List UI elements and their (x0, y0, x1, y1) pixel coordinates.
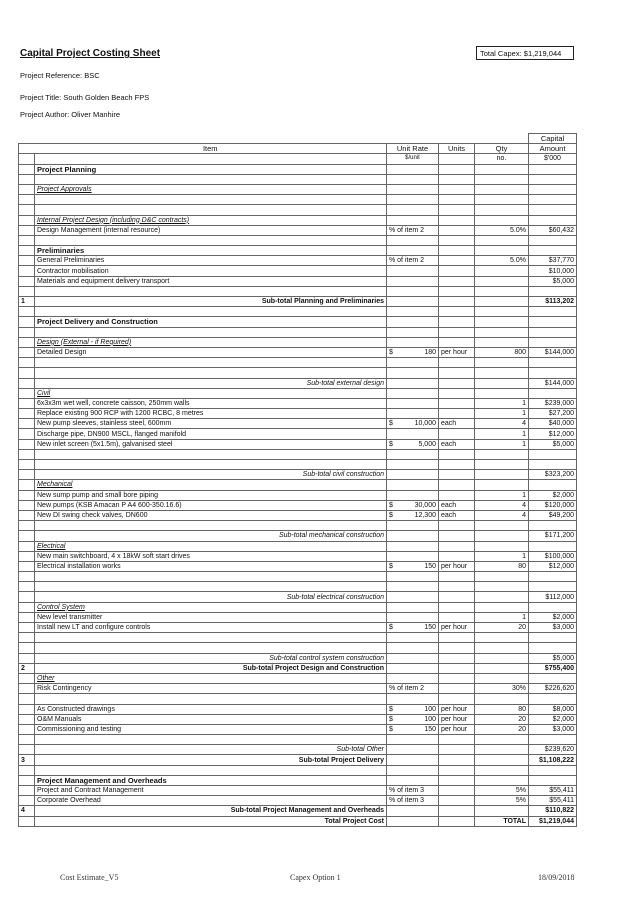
qty-header: Qty (475, 144, 529, 154)
section-row (19, 775, 577, 785)
subheading-title: Control System (35, 602, 387, 612)
line-item-amount: $40,000 (529, 419, 577, 429)
blank-row (19, 327, 577, 337)
costing-table (18, 133, 577, 827)
section-title: Preliminaries (35, 246, 387, 256)
blank-row (19, 572, 577, 582)
line-item-qty: 20 (475, 623, 529, 633)
line-item-amount: $3,000 (529, 623, 577, 633)
line-item-rate (387, 266, 439, 276)
rate-value: 100 (424, 705, 436, 713)
line-item-units (439, 490, 475, 500)
line-item-qty: 4 (475, 419, 529, 429)
footer-file-name: Cost Estimate_V5 (60, 873, 119, 882)
line-item-rate: % of item 2 (387, 684, 439, 694)
category-subtotal-amount: $112,000 (529, 592, 577, 602)
line-item-rate (387, 704, 439, 714)
project-reference: Project Reference: BSC (20, 71, 100, 80)
line-item-rate (387, 551, 439, 561)
section-row (19, 164, 577, 174)
line-item-amount: $8,000 (529, 704, 577, 714)
line-item-units (439, 256, 475, 266)
subheading-title: Design (External - if Required) (35, 337, 387, 347)
rate-currency: $ (389, 501, 393, 509)
blank-row (19, 368, 577, 378)
line-item-rate (387, 398, 439, 408)
line-item-description: Electrical installation works (35, 561, 387, 571)
blank-row (19, 174, 577, 184)
line-item-qty: 800 (475, 347, 529, 357)
category-subtotal-label: Sub-total civil construction (35, 470, 387, 480)
line-item-rate (387, 724, 439, 734)
subheading-title: Mechanical (35, 480, 387, 490)
section-row (19, 317, 577, 327)
category-subtotal-label: Sub-total mechanical construction (35, 531, 387, 541)
total-row (19, 816, 577, 826)
subtotal-number: 3 (19, 755, 35, 765)
line-item-rate (387, 429, 439, 439)
line-item-units (439, 276, 475, 286)
line-item-description: Project and Contract Management (35, 786, 387, 796)
subtotal-label: Sub-total Project Design and Construction (35, 663, 387, 673)
section-title: Project Planning (35, 164, 387, 174)
category-subtotal-label: Sub-total electrical construction (35, 592, 387, 602)
total-amount: $1,219,044 (529, 816, 577, 826)
category-subtotal-label: Sub-total Other (35, 745, 387, 755)
line-item-qty: 1 (475, 490, 529, 500)
category-subtotal-amount: $144,000 (529, 378, 577, 388)
line-item-amount: $144,000 (529, 347, 577, 357)
line-item-units (439, 684, 475, 694)
subheading-row (19, 215, 577, 225)
line-item-rate (387, 500, 439, 510)
category-subtotal-amount: $239,620 (529, 745, 577, 755)
rate-value: 100 (424, 715, 436, 723)
numbered-subtotal-row (19, 806, 577, 816)
line-item-units (439, 225, 475, 235)
rate-value: 150 (424, 725, 436, 733)
subtotal-label: Sub-total Planning and Preliminaries (35, 297, 387, 307)
category-subtotal-row (19, 531, 577, 541)
line-item-units (439, 398, 475, 408)
line-item-qty: 30% (475, 684, 529, 694)
line-item-qty: 80 (475, 704, 529, 714)
line-item-description: Corporate Overhead (35, 796, 387, 806)
rate-currency: $ (389, 420, 393, 428)
line-item-amount: $12,000 (529, 429, 577, 439)
line-item-description: New pumps (KSB Amacan P A4 600-350.16.6) (35, 500, 387, 510)
category-subtotal-label: Sub-total external design (35, 378, 387, 388)
line-item-description: New level transmitter (35, 612, 387, 622)
subheading-row (19, 602, 577, 612)
line-item-rate (387, 623, 439, 633)
line-item-description: Commissioning and testing (35, 724, 387, 734)
category-subtotal-row (19, 592, 577, 602)
line-item-amount: $3,000 (529, 724, 577, 734)
section-title: Project Delivery and Construction (35, 317, 387, 327)
line-item-rate: % of item 3 (387, 786, 439, 796)
line-item-units: per hour (439, 714, 475, 724)
line-item-description: Discharge pipe, DN900 MSCL, flanged manifold (35, 429, 387, 439)
subtotal-label: Sub-total Project Delivery (35, 755, 387, 765)
rate-currency: $ (389, 705, 393, 713)
subheading-title: Civil (35, 388, 387, 398)
line-item-row (19, 786, 577, 796)
line-item-amount: $49,200 (529, 510, 577, 520)
header-row-columns (19, 144, 577, 154)
item-header: Item (35, 144, 387, 154)
category-subtotal-amount: $5,000 (529, 653, 577, 663)
line-item-description: New inlet screen (5x1.5m), galvanised steel (35, 439, 387, 449)
total-keyword: TOTAL (475, 816, 529, 826)
line-item-row (19, 225, 577, 235)
line-item-qty: 5% (475, 786, 529, 796)
line-item-amount: $5,000 (529, 276, 577, 286)
rate-value: 180 (424, 349, 436, 357)
subtotal-number: 1 (19, 297, 35, 307)
line-item-description: As Constructed drawings (35, 704, 387, 714)
rate-currency: $ (389, 440, 393, 448)
line-item-qty: 1 (475, 551, 529, 561)
blank-row (19, 449, 577, 459)
blank-row (19, 582, 577, 592)
subheading-title: Internal Project Design (including D&C contracts) (35, 215, 387, 225)
line-item-units: each (439, 439, 475, 449)
line-item-amount: $37,770 (529, 256, 577, 266)
header-row-capital (19, 134, 577, 144)
line-item-description: 6x3x3m wet well, concrete caisson, 250mm walls (35, 398, 387, 408)
line-item-qty (475, 276, 529, 286)
line-item-rate (387, 510, 439, 520)
line-item-description: General Preliminaries (35, 256, 387, 266)
line-item-units: per hour (439, 347, 475, 357)
line-item-qty: 5.0% (475, 225, 529, 235)
rate-value: 30,000 (414, 501, 436, 509)
line-item-row (19, 796, 577, 806)
category-subtotal-label: Sub-total control system construction (35, 653, 387, 663)
subheading-row (19, 388, 577, 398)
subtotal-label: Sub-total Project Management and Overheads (35, 806, 387, 816)
subheading-row (19, 541, 577, 551)
line-item-amount: $10,000 (529, 266, 577, 276)
line-item-units: each (439, 500, 475, 510)
line-item-description: Detailed Design (35, 347, 387, 357)
line-item-row (19, 612, 577, 622)
line-item-row (19, 347, 577, 357)
units-header: Units (439, 144, 475, 154)
line-item-qty: 80 (475, 561, 529, 571)
line-item-row (19, 561, 577, 571)
qty-unit: no. (475, 154, 529, 164)
section-row (19, 246, 577, 256)
rate-currency: $ (389, 349, 393, 357)
category-subtotal-row (19, 653, 577, 663)
line-item-row (19, 551, 577, 561)
footer-date: 18/09/2018 (538, 873, 575, 882)
line-item-amount: $2,000 (529, 612, 577, 622)
blank-row (19, 195, 577, 205)
line-item-amount: $55,411 (529, 796, 577, 806)
line-item-description: New DI swing check valves, DN600 (35, 510, 387, 520)
line-item-row (19, 429, 577, 439)
subheading-title: Other (35, 673, 387, 683)
category-subtotal-row (19, 470, 577, 480)
rate-value: 5,000 (418, 440, 436, 448)
line-item-row (19, 724, 577, 734)
line-item-qty: 4 (475, 500, 529, 510)
rate-value: 150 (424, 624, 436, 632)
subheading-row (19, 673, 577, 683)
blank-row (19, 694, 577, 704)
line-item-row (19, 500, 577, 510)
subheading-row (19, 337, 577, 347)
unit-rate-unit: $/unit (387, 154, 439, 164)
blank-row (19, 358, 577, 368)
line-item-qty: 1 (475, 398, 529, 408)
line-item-rate (387, 439, 439, 449)
line-item-rate: % of item 2 (387, 256, 439, 266)
subheading-row (19, 480, 577, 490)
line-item-units (439, 409, 475, 419)
line-item-rate (387, 276, 439, 286)
line-item-qty: 5% (475, 796, 529, 806)
line-item-units: each (439, 510, 475, 520)
line-item-units: per hour (439, 561, 475, 571)
numbered-subtotal-row (19, 755, 577, 765)
line-item-qty: 1 (475, 409, 529, 419)
line-item-row (19, 714, 577, 724)
blank-row (19, 460, 577, 470)
blank-row (19, 643, 577, 653)
line-item-row (19, 398, 577, 408)
header-row-units (19, 154, 577, 164)
line-item-description: Design Management (internal resource) (35, 225, 387, 235)
line-item-row (19, 684, 577, 694)
line-item-units (439, 429, 475, 439)
line-item-qty: 1 (475, 439, 529, 449)
line-item-rate (387, 561, 439, 571)
rate-value: 150 (424, 562, 436, 570)
line-item-row (19, 419, 577, 429)
line-item-row (19, 276, 577, 286)
line-item-amount: $27,200 (529, 409, 577, 419)
category-subtotal-row (19, 745, 577, 755)
line-item-amount: $2,000 (529, 714, 577, 724)
line-item-row (19, 409, 577, 419)
line-item-row (19, 510, 577, 520)
line-item-rate (387, 347, 439, 357)
numbered-subtotal-row (19, 663, 577, 673)
subheading-title: Project Approvals (35, 184, 387, 194)
category-subtotal-row (19, 378, 577, 388)
line-item-row (19, 704, 577, 714)
subtotal-amount: $110,822 (529, 806, 577, 816)
subheading-title: Electrical (35, 541, 387, 551)
total-capex-box: Total Capex: $1,219,044 (476, 46, 574, 60)
blank-row (19, 521, 577, 531)
line-item-row (19, 623, 577, 633)
line-item-rate: % of item 2 (387, 225, 439, 235)
subtotal-amount: $755,400 (529, 663, 577, 673)
line-item-amount: $2,000 (529, 490, 577, 500)
line-item-description: Materials and equipment delivery transport (35, 276, 387, 286)
line-item-qty (475, 266, 529, 276)
blank-row (19, 286, 577, 296)
line-item-rate (387, 409, 439, 419)
line-item-amount: $5,000 (529, 439, 577, 449)
line-item-units (439, 786, 475, 796)
line-item-amount: $100,000 (529, 551, 577, 561)
rate-currency: $ (389, 715, 393, 723)
amount-header: Amount (529, 144, 577, 154)
blank-row (19, 633, 577, 643)
project-title: Project Title: South Golden Beach FPS (20, 93, 150, 102)
line-item-description: New main switchboard, 4 x 18kW soft start drives (35, 551, 387, 561)
line-item-units: per hour (439, 704, 475, 714)
line-item-rate: % of item 3 (387, 796, 439, 806)
blank-row (19, 765, 577, 775)
sheet-title: Capital Project Costing Sheet (20, 48, 161, 59)
line-item-description: Contractor mobilisation (35, 266, 387, 276)
line-item-description: O&M Manuals (35, 714, 387, 724)
line-item-units (439, 612, 475, 622)
subtotal-amount: $113,202 (529, 297, 577, 307)
line-item-units: per hour (439, 623, 475, 633)
category-subtotal-amount: $323,200 (529, 470, 577, 480)
blank-row (19, 307, 577, 317)
rate-currency: $ (389, 512, 393, 520)
line-item-amount: $239,000 (529, 398, 577, 408)
subtotal-number: 4 (19, 806, 35, 816)
total-label: Total Project Cost (35, 816, 387, 826)
footer-option: Capex Option 1 (290, 873, 341, 882)
line-item-units: each (439, 419, 475, 429)
line-item-amount: $12,000 (529, 561, 577, 571)
unit-rate-header: Unit Rate (387, 144, 439, 154)
line-item-rate (387, 612, 439, 622)
blank-row (19, 205, 577, 215)
line-item-units (439, 266, 475, 276)
subtotal-number: 2 (19, 663, 35, 673)
rate-currency: $ (389, 562, 393, 570)
line-item-description: Install new LT and configure controls (35, 623, 387, 633)
subheading-row (19, 184, 577, 194)
blank-row (19, 735, 577, 745)
line-item-description: New pump sleeves, stainless steel, 600mm (35, 419, 387, 429)
line-item-qty: 20 (475, 714, 529, 724)
line-item-row (19, 490, 577, 500)
line-item-description: New sump pump and small bore piping (35, 490, 387, 500)
blank-row (19, 235, 577, 245)
line-item-units (439, 551, 475, 561)
line-item-amount: $226,620 (529, 684, 577, 694)
line-item-rate (387, 419, 439, 429)
line-item-units: per hour (439, 724, 475, 734)
line-item-amount: $120,000 (529, 500, 577, 510)
rate-value: 12,300 (414, 512, 436, 520)
subtotal-amount: $1,108,222 (529, 755, 577, 765)
rate-currency: $ (389, 725, 393, 733)
line-item-units (439, 796, 475, 806)
line-item-qty: 4 (475, 510, 529, 520)
line-item-amount: $55,411 (529, 786, 577, 796)
amount-unit: $'000 (529, 154, 577, 164)
line-item-description: Replace existing 900 RCP with 1200 RCBC, 8 metres (35, 409, 387, 419)
category-subtotal-amount: $171,200 (529, 531, 577, 541)
line-item-rate (387, 714, 439, 724)
line-item-qty: 1 (475, 612, 529, 622)
line-item-row (19, 439, 577, 449)
rate-currency: $ (389, 624, 393, 632)
capital-header: Capital (529, 134, 577, 144)
line-item-amount: $60,432 (529, 225, 577, 235)
line-item-description: Risk Contingency (35, 684, 387, 694)
line-item-row (19, 256, 577, 266)
numbered-subtotal-row (19, 297, 577, 307)
rate-value: 10,000 (414, 420, 436, 428)
line-item-qty: 20 (475, 724, 529, 734)
section-title: Project Management and Overheads (35, 775, 387, 785)
project-author: Project Author: Oliver Manhire (20, 110, 121, 119)
line-item-row (19, 266, 577, 276)
line-item-qty: 5.0% (475, 256, 529, 266)
line-item-rate (387, 490, 439, 500)
line-item-qty: 1 (475, 429, 529, 439)
